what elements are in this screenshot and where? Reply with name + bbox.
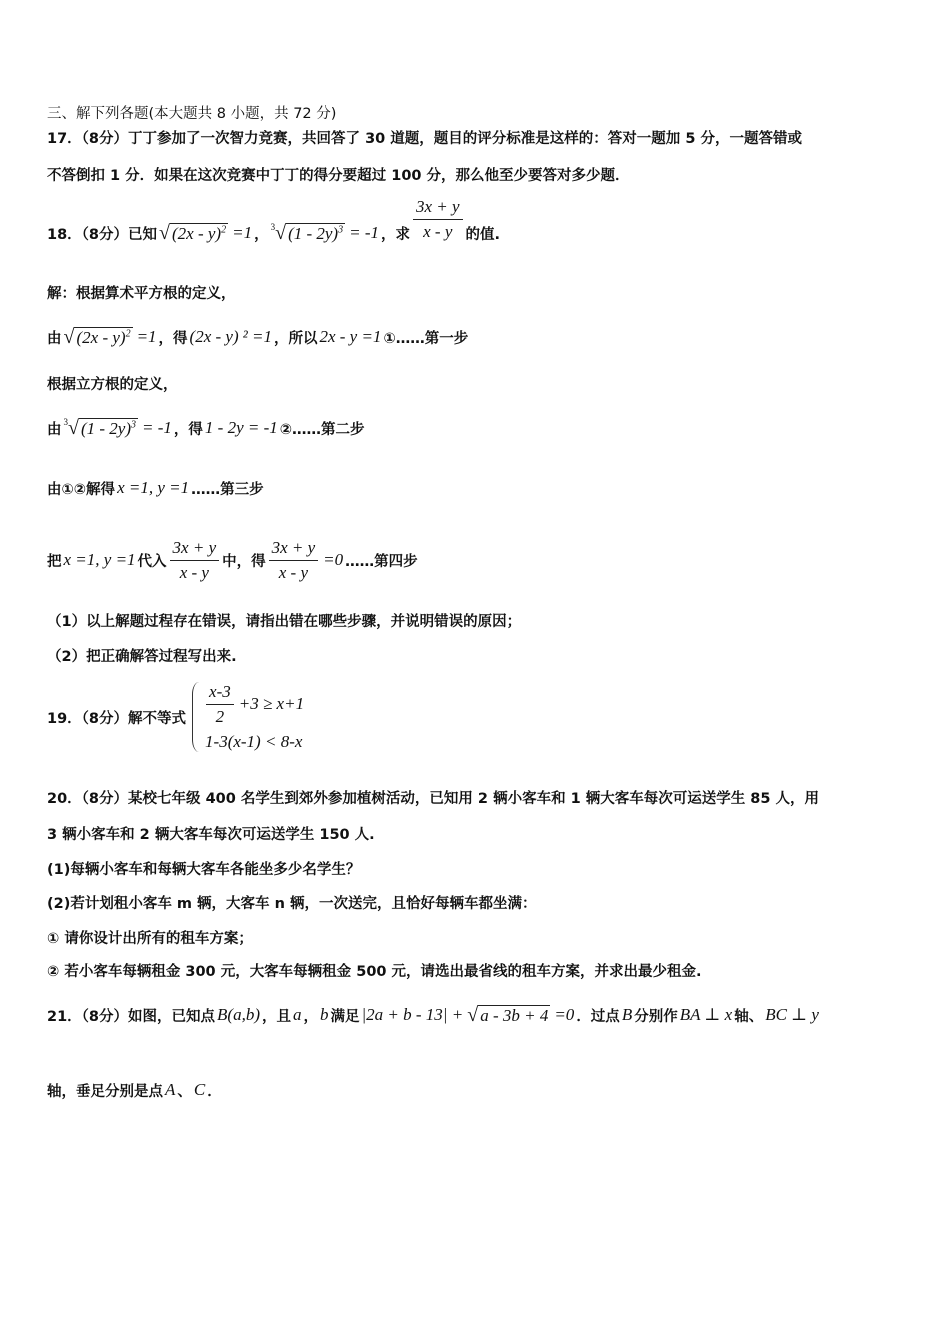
numerator: 3x + y <box>413 197 463 220</box>
math-expression: BC ⊥ y <box>765 1005 819 1024</box>
text-run: ，得 <box>173 421 203 438</box>
inequality-system <box>186 682 306 752</box>
text-run: (2)若计划租小客车 m 辆，大客车 n 辆，一次送完，且恰好每辆车都坐满： <box>47 895 537 912</box>
numerator: 3x + y <box>269 538 319 561</box>
math-expression: |2a + b - 13| + <box>361 1005 464 1024</box>
text-run: （2）把正确解答过程写出来. <box>47 648 237 665</box>
math-expression: =1 <box>136 327 157 346</box>
math-expression: BA ⊥ x <box>679 1005 733 1024</box>
text-run: ……第三步 <box>191 481 264 498</box>
math-expression: +3 ≥ x+1 <box>238 694 305 713</box>
radical-sign-icon: √ <box>159 222 171 245</box>
fraction <box>413 197 463 241</box>
text-run: ② 若小客车每辆租金 300 元，大客车每辆租金 500 元，请选出最省线的租车方案，并求出最少租金. <box>47 963 702 980</box>
radical-sign-icon: √ <box>63 326 75 349</box>
math-expression: a <box>293 1005 302 1024</box>
fraction <box>269 538 319 582</box>
text-run: 轴，垂足分别是点 <box>47 1083 163 1100</box>
math-expression: A <box>165 1080 176 1099</box>
text-run: 18．（8分）已知 <box>47 226 158 243</box>
exponent: 2 <box>125 328 131 340</box>
system-row <box>203 732 306 752</box>
text-run: 17．（8分）丁丁参加了一次智力竞赛，共回答了 30 道题，题目的评分标准是这样的：答对一题加 5 分，一题答错或 <box>47 130 802 147</box>
radicand-text: (2x - y) <box>76 327 126 347</box>
math-expression: =0 <box>323 550 344 569</box>
text-run: 把 <box>47 553 62 570</box>
math-expression: ² =1 <box>242 327 272 346</box>
text-run: 分别作 <box>634 1008 678 1025</box>
radicand-text: (1 - 2y) <box>80 418 132 438</box>
text-run: （1）以上解题过程存在错误，请指出错在哪些步骤，并说明错误的原因； <box>47 613 522 630</box>
math-expression: C <box>193 1080 206 1099</box>
text-run: ①……第一步 <box>383 330 469 347</box>
math-expression: =0 <box>554 1005 575 1024</box>
exponent: 2 <box>221 224 227 236</box>
text-run: 解：根据算术平方根的定义， <box>47 285 236 302</box>
text-run: 19．（8分）解不等式 <box>47 710 187 727</box>
text-run: 3 辆小客车和 2 辆大客车每次可运送学生 150 人. <box>47 826 375 843</box>
radical-expression <box>64 327 133 348</box>
radicand <box>286 223 345 244</box>
exponent: 3 <box>131 419 137 431</box>
text-run: 、 <box>177 1083 192 1100</box>
math-expression: B <box>621 1005 633 1024</box>
math-expression: x =1, y =1 <box>117 478 190 497</box>
numerator: 3x + y <box>170 538 220 561</box>
radical-index: 3 <box>270 221 276 232</box>
text-run: 代入 <box>137 553 167 570</box>
radicand <box>478 1005 550 1026</box>
radical-expression <box>64 418 139 439</box>
text-run: 由 <box>47 421 62 438</box>
math-expression: 2x - y =1 <box>319 327 382 346</box>
radicand <box>79 418 138 439</box>
text-run: 三、解下列各题(本大题共 8 小题，共 72 分) <box>47 105 337 122</box>
system-row <box>203 682 306 726</box>
exponent: 3 <box>338 224 344 236</box>
text-run: 20．（8分）某校七年级 400 名学生到郊外参加植树活动，已知用 2 辆小客车和 1 辆大客车每次可运送学生 85 人，用 <box>47 790 820 807</box>
radical-sign-icon: √ <box>68 417 79 440</box>
math-expression: =1 <box>232 223 253 242</box>
math-expression: = -1 <box>142 418 172 437</box>
denominator: x - y <box>423 221 453 241</box>
text-run: 轴、 <box>734 1008 764 1025</box>
text-run: 根据立方根的定义， <box>47 376 178 393</box>
text-run: ，且 <box>262 1008 291 1025</box>
radical-sign-icon: √ <box>467 1004 479 1027</box>
text-run: ②……第二步 <box>279 421 365 438</box>
text-run: ，得 <box>158 330 188 347</box>
math-expression: 1 - 2y = -1 <box>204 418 278 437</box>
text-run: ，求 <box>380 226 410 243</box>
text-run: 21．（8分）如图，已知点 <box>47 1008 216 1025</box>
radicand-text: (1 - 2y) <box>288 223 339 243</box>
fraction <box>170 538 220 582</box>
radical-expression <box>467 1005 550 1026</box>
text-run: 的值. <box>465 226 501 243</box>
text-run: ， <box>303 1008 318 1025</box>
text-run: ……第四步 <box>345 553 418 570</box>
text-run: 由 <box>47 330 62 347</box>
radicand-text: a - 3b + 4 <box>480 1005 549 1025</box>
text-run: (1)每辆小客车和每辆大客车各能坐多少名学生？ <box>47 861 361 878</box>
text-run: ，所以 <box>273 330 318 347</box>
text-run: 不答倒扣 1 分．如果在这次竞赛中丁丁的得分要超过 100 分，那么他至少要答对多少题． <box>47 167 630 184</box>
radicand-text: (2x - y) <box>172 223 222 243</box>
text-run: ．过点 <box>576 1008 620 1025</box>
math-expression: (2x - y) <box>189 327 239 346</box>
system-rows <box>203 682 306 752</box>
math-expression: = -1 <box>349 223 379 242</box>
text-run: 由①②解得 <box>47 481 116 498</box>
denominator: x - y <box>179 562 209 582</box>
text-run: 中，得 <box>222 553 266 570</box>
text-run: 满足 <box>330 1008 360 1025</box>
fraction <box>206 682 234 726</box>
math-expression: x =1, y =1 <box>63 550 136 569</box>
math-expression: B(a,b) <box>217 1005 260 1024</box>
math-expression: b <box>320 1005 329 1024</box>
radical-expression <box>271 223 346 244</box>
radical-expression <box>159 223 228 244</box>
math-expression: 1-3(x-1) < 8-x <box>205 732 303 752</box>
radicand <box>74 327 132 348</box>
text-run: ， <box>254 226 269 243</box>
text-run: ． <box>207 1083 222 1100</box>
denominator: x - y <box>278 562 309 582</box>
numerator: x-3 <box>206 682 234 705</box>
left-brace-icon <box>192 682 199 752</box>
denominator: 2 <box>215 706 225 726</box>
radical-sign-icon: √ <box>275 222 287 245</box>
radical-index: 3 <box>63 416 68 427</box>
radicand <box>170 223 228 244</box>
text-run: ① 请你设计出所有的租车方案； <box>47 930 253 947</box>
